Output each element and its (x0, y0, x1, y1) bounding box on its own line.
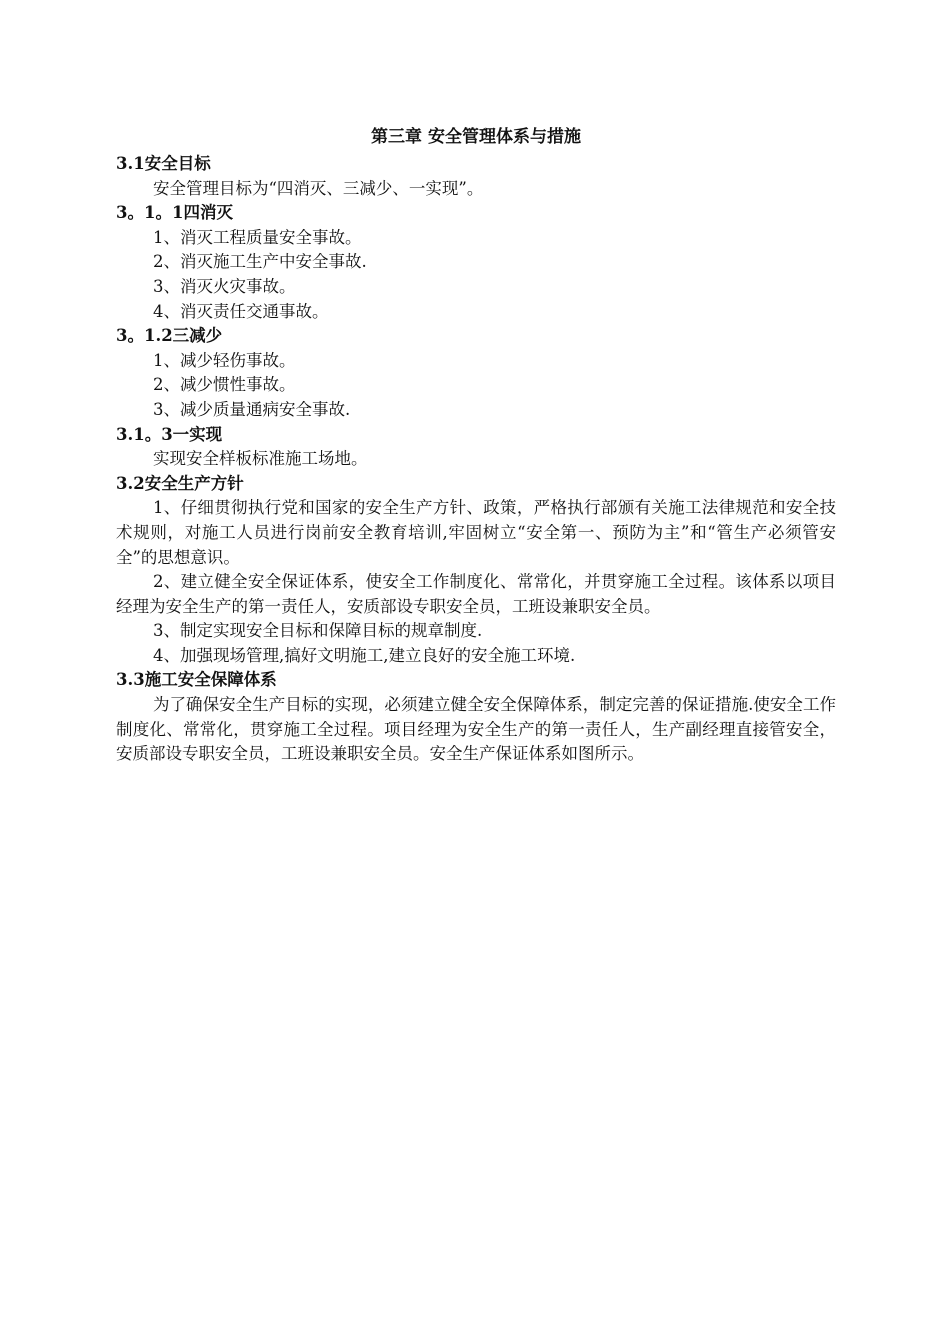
list-item: 3、消灭火灾事故。 (153, 276, 296, 296)
list-item: 3、减少质量通病安全事故. (153, 399, 351, 419)
section-heading-3-3: 3.3施工安全保障体系 (116, 670, 277, 690)
section-text-3-3: 为了确保安全生产目标的实现，必须建立健全安全保障体系，制定完善的保证措施.使安全工作制度化、常常化，贯穿施工全过程。项目经理为安全生产的第一责任人，生产副经理直接管安全，安质部设专职安全员，工班设兼职安全员。安全生产保证体系如图所示。 (116, 695, 836, 764)
paragraph: 2、建立健全安全保证体系，使安全工作制度化、常常化，并贯穿施工全过程。该体系以项目经理为安全生产的第一责任人，安质部设专职安全员，工班设兼职安全员。 (116, 572, 836, 616)
section-text-3-1-3: 实现安全样板标准施工场地。 (153, 449, 368, 469)
section-heading-3-2: 3.2安全生产方针 (116, 473, 244, 493)
list-item: 1、减少轻伤事故。 (153, 350, 296, 370)
paragraph: 1、仔细贯彻执行党和国家的安全生产方针、政策，严格执行部颁有关施工法律规范和安全技术规则，对施工人员进行岗前安全教育培训,牢固树立“安全第一、预防为主”和“管生产必须管安全”的思想意识。 (116, 498, 836, 567)
section-heading-3-1: 3.1安全目标 (116, 154, 211, 173)
list-item: 2、消灭施工生产中安全事故. (153, 252, 367, 272)
section-text-3-1: 安全管理目标为“四消灭、三减少、一实现”。 (153, 178, 484, 198)
chapter-title: 第三章 安全管理体系与措施 (371, 127, 581, 147)
document-page (116, 122, 836, 767)
paragraph: 4、加强现场管理,搞好文明施工,建立良好的安全施工环境. (153, 645, 576, 665)
section-heading-3-1-3: 3.1。3一实现 (116, 424, 223, 444)
paragraph: 3、制定实现安全目标和保障目标的规章制度. (153, 621, 483, 641)
list-item: 2、减少惯性事故。 (153, 375, 296, 395)
section-heading-3-1-2: 3。1.2三减少 (116, 326, 223, 346)
list-item: 1、消灭工程质量安全事故。 (153, 227, 362, 247)
section-heading-3-1-1: 3。1。1四消灭 (116, 203, 233, 223)
list-item: 4、消灭责任交通事故。 (153, 301, 329, 321)
